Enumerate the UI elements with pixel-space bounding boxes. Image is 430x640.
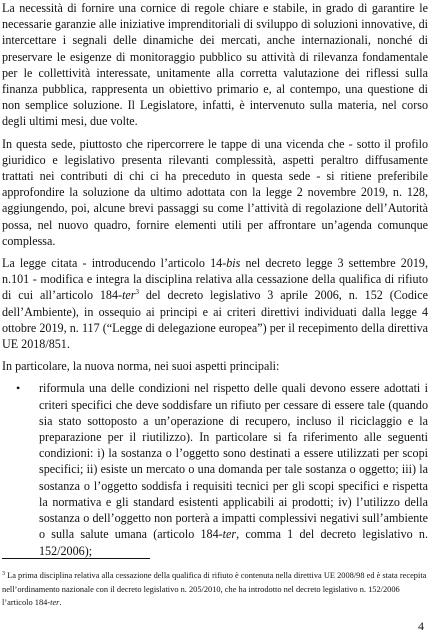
page-number: 4: [418, 619, 424, 633]
document-body: [2, 0, 428, 559]
footnote-text-2: .: [59, 598, 62, 607]
paragraph-law: [2, 255, 428, 352]
law-italic-ter: ter: [122, 288, 136, 303]
bullet-text-1: riformula una delle condizioni nel rispetto delle quali devono essere adottati i criteri specifici che deve soddisfare un rifiuto per cessare di essere tale (quando sia stato sottoposto a un’operazione di recupero, incluso il riciclaggio e la preparazione per il riutilizzo). In particolare si fa riferimento alle seguenti condizioni: i) la sostanza o l’oggetto sono destinati a essere utilizzati per scopi specifici; ii) esiste un mercato o una domanda per tale sostanza o oggetto; iii) la sostanza o l’oggetto soddisfa i requisiti tecnici per gli scopi specifici e rispetta la normativa e gli standard esistenti applicabili ai prodotti; iv) l’utilizzo della sostanza o dell’oggetto non porterà a impatti complessivi negativi sull’ambiente o sulla salute umana (articolo 184-: [39, 381, 428, 542]
law-text-1: La legge citata - introducendo l’articolo 14-: [2, 256, 227, 271]
law-italic-bis: bis: [226, 256, 241, 271]
footnote-number: 3: [2, 571, 5, 577]
footnote-divider: [2, 558, 150, 559]
law-text-2: nel decreto legge 3 settembre 2019, n.101 - modifica e integra la disciplina relativa alla cessazione della qualifica di rifiuto di cui all’articolo 184-: [2, 256, 428, 303]
bullet-icon: •: [16, 381, 21, 396]
footnote-reference[interactable]: 3: [135, 288, 139, 297]
footnote-text-1: La prima disciplina relativa alla cessazione della qualifica di rifiuto è contenuta nella direttiva UE 2008/98 ed è stata recepita nell’ordinamento nazionale con il decreto legislativo n. 205/2010, che ha introdotto nel decreto legislativo n. 152/2006 l’articolo 184-: [2, 571, 427, 607]
paragraph-list-intro: In particolare, la nuova norma, nei suoi aspetti principali:: [2, 359, 280, 374]
law-text-3: del decreto legislativo 3 aprile 2006, n. 152 (Codice dell’Ambiente), in ossequio ai principi e ai criteri direttivi individuati dalla legge 4 ottobre 2019, n. 117 (“Legge di delegazione europea”) per il recepimento della direttiva UE 2018/851.: [2, 288, 428, 352]
footnote: [2, 569, 428, 610]
bullet-text-2: , comma 1 del decreto legislativo n. 152/2006);: [39, 527, 428, 558]
bullet-italic-ter: ter: [222, 527, 237, 542]
paragraph-context: In questa sede, piuttosto che ripercorrere le tappe di una vicenda che - sotto il profilo giuridico e legislativo presenta rilevanti complessità, aspetti peraltro diffusamente trattati nei contributi di chi ci ha preceduto in questa sede - si ritiene preferibile approfondire la soluzione da ultimo adottata con la legge 2 novembre 2019, n. 128, aggiungendo, poi, alcune brevi passaggi su come l’attività di regolazione dell’Autorità possa, nel nuovo quadro, fornire elementi utili per affrontare un’agenda comunque complessa.: [2, 136, 428, 248]
bullet-list: [2, 380, 428, 558]
footnote-italic-ter: ter: [50, 598, 60, 607]
list-item: [2, 380, 428, 558]
paragraph-intro: La necessità di fornire una cornice di regole chiare e stabile, in grado di garantire le necessarie garanzie alle iniziative imprenditoriali di sviluppo di soluzioni innovative, di intercettare i segnali delle dinamiche dei mercati, anche internazionali, nonché di preservare le esigenze di monitoraggio pubblico su attività di rilevanza fondamentale per le collettività interessate, unitamente alla corretta valutazione dei riflessi sulla finanza pubblica, rappresenta un obiettivo primario e, al contempo, una questione di non semplice soluzione. Il Legislatore, infatti, è intervenuto sulla materia, nel corso degli ultimi mesi, due volte.: [2, 1, 428, 129]
